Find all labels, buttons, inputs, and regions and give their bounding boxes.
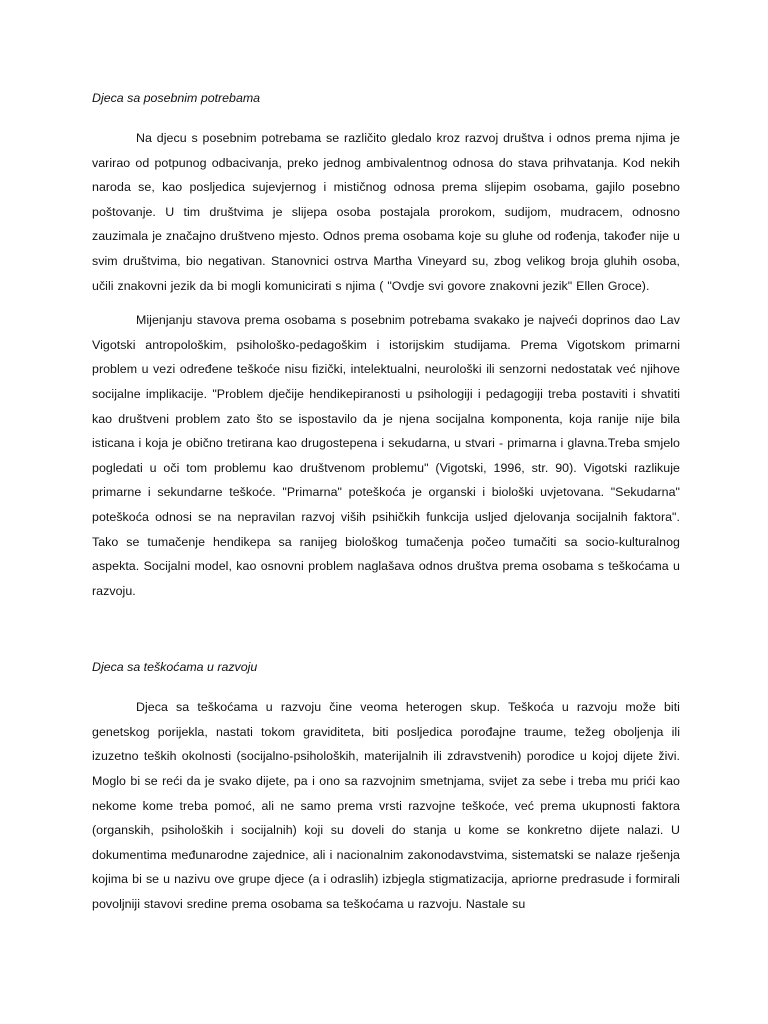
paragraph-developmental-difficulties: Djeca sa teškoćama u razvoju čine veoma heterogen skup. Teškoća u razvoju može biti genetskog porijekla, nastati tokom graviditeta, biti posljedica porođajne traume, težeg oboljenja ili izuzetno teških okolnosti (socijalno-psiholoških, materijalnih ili zdravstvenih) porodice u kojoj dijete živi. Moglo bi se reći da je svako dijete, pa i ono sa razvojnim smetnjama, svijet za sebe i treba mu prići kao nekome kome treba pomoć, ali ne samo prema vrsti razvojne teškoće, već prema ukupnosti faktora (organskih, psiholoških i socijalnih) koji su doveli do stanja u kome se konkretno dijete nalazi. U dokumentima međunarodne zajednice, ali i nacionalnim zakonodavstvima, sistematski se nalaze rješenja kojima bi se u nazivu ove grupe djece (a i odraslih) izbjegla stigmatizacija, apriorne predrasude i formirali povoljniji stavovi sredine prema osobama sa teškoćama u razvoju. Nastale su xyxy=(92,700,680,912)
section-heading-developmental-difficulties: Djeca sa teškoćama u razvoju xyxy=(92,660,258,675)
paragraph-special-needs-history: Na djecu s posebnim potrebama se različito gledalo kroz razvoj društva i odnos prema njima je varirao od potpunog odbacivanja, preko jednog ambivalentnog odnosa do stava prihvatanja. Kod nekih naroda se, kao posljedica sujevjernog i mističnog odnosa prema slijepim osobama, gajilo posebno poštovanje. U tim društvima je slijepa osoba postajala prorokom, sudijom, mudracem, odnosno zauzimala je značajno društveno mjesto. Odnos prema osobama koje su gluhe od rođenja, također nije u svim društvima, bio negativan. Stanovnici ostrva Martha Vineyard su, zbog velikog broja gluhih osoba, učili znakovni jezik da bi mogli komunicirati s njima ( "Ovdje svi govore znakovni jezik" Ellen Groce). xyxy=(92,131,680,293)
paragraph-vygotsky: Mijenjanju stavova prema osobama s posebnim potrebama svakako je najveći doprinos dao Lav Vigotski antropološkim, psihološko-pedagoškim i istorijskim studijama. Prema Vigotskom primarni problem u vezi određene teškoće nisu fizički, intelektualni, neurološki ili senzorni nedostatak već njihove socijalne implikacije. "Problem dječije hendikepiranosti u psihologiji i pedagogiji treba postaviti i shvatiti kao društveni problem zato što se ispostavilo da je njena socijalna komponenta, koja ranije nije bila isticana i koja je obično tretirana kao drugostepena i sekudarna, u stvari - primarna i glavna.Treba smjelo pogledati u oči tom problemu kao društvenom problemu" (Vigotski, 1996, str. 90). Vigotski razlikuje primarne i sekundarne teškoće. "Primarna" poteškoća je organski i biološki uvjetovana. "Sekudarna" poteškoća odnosi se na nepravilan razvoj viših psihičkih funkcija usljed djelovanja socijalnih faktora". Tako se tumačenje hendikepa sa ranijeg biološkog tumačenja počeo tumačiti sa socio-kulturalnog aspekta. Socijalni model, kao osnovni problem naglašava odnos društva prema osobama s teškoćama u razvoju. xyxy=(92,313,680,598)
section-heading-special-needs: Djeca sa posebnim potrebama xyxy=(92,91,261,105)
